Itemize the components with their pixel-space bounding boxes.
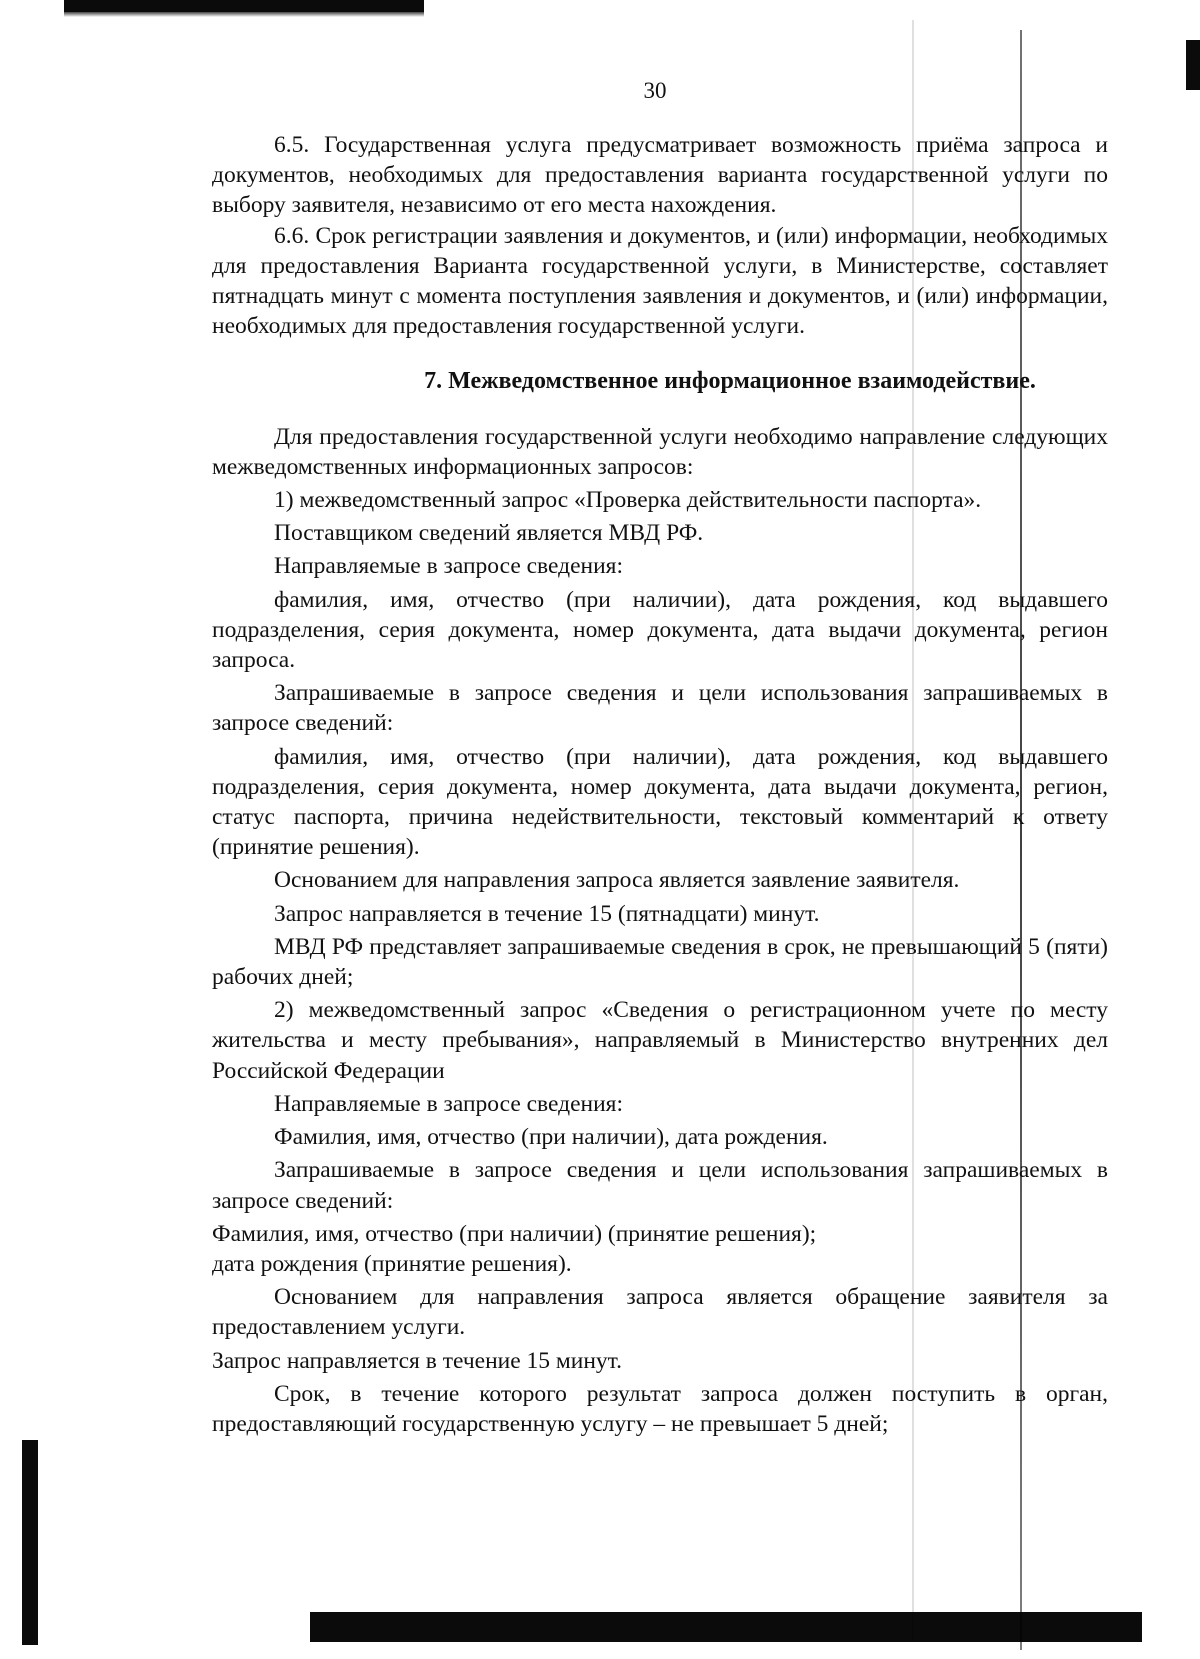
body-paragraph: Запрашиваемые в запросе сведения и цели использования запрашиваемых в запросе сведений: xyxy=(212,680,1108,737)
body-paragraph: Срок, в течение которого результат запроса должен поступить в орган, предоставляющий государственную услугу – не превышает 5 дней; xyxy=(212,1380,1108,1437)
body-paragraph: 1) межведомственный запрос «Проверка действительности паспорта». xyxy=(274,487,982,514)
paragraph-6-5: 6.5. Государственная услуга предусматривает возможность приёма запроса и документов, необходимых для предоставления варианта государственной услуги по выбору заявителя, независимо от его места нахождения. xyxy=(212,132,1108,219)
body-paragraph: 2) межведомственный запрос «Сведения о регистрационном учете по месту жительства и месту пребывания», направляемый в Министерство внутренних дел Российской Федерации xyxy=(212,997,1108,1084)
body-paragraph: МВД РФ представляет запрашиваемые сведения в срок, не превышающий 5 (пяти) рабочих дней; xyxy=(212,933,1108,991)
paragraph-6-6: 6.6. Срок регистрации заявления и документов, и (или) информации, необходимых для предоставления Варианта государственной услуги, в Министерстве, составляет пятнадцать минут с момента поступления заявления и документов, и (или) информации, необходимых для предоставления государственной услуги. xyxy=(212,222,1108,340)
body-paragraph: Фамилия, имя, отчество (при наличии), дата рождения. xyxy=(274,1124,828,1151)
page-number: 30 xyxy=(643,78,667,103)
body-paragraph: Запрашиваемые в запросе сведения и цели использования запрашиваемых в запросе сведений: xyxy=(212,1157,1108,1214)
section-heading: 7. Межведомственное информационное взаимодействие. xyxy=(424,368,1036,395)
body-paragraph: Поставщиком сведений является МВД РФ. xyxy=(274,520,704,547)
scan-border-left xyxy=(22,1440,38,1645)
body-paragraph: фамилия, имя, отчество (при наличии), дата рождения, код выдавшего подразделения, серия документа, номер документа, дата выдачи документа, регион, статус паспорта, причина недействительности, текстовый комментарий к ответу (принятие решения). xyxy=(212,743,1108,861)
body-paragraph: фамилия, имя, отчество (при наличии), дата рождения, код выдавшего подразделения, серия документа, номер документа, дата выдачи документа, регион запроса. xyxy=(212,586,1108,674)
body-paragraph: Основанием для направления запроса является заявление заявителя. xyxy=(274,867,960,894)
body-paragraph: Направляемые в запросе сведения: xyxy=(274,553,624,580)
scan-border-top xyxy=(64,0,424,12)
scan-border-bottom xyxy=(310,1612,1142,1642)
document-text xyxy=(212,130,1108,1439)
body-paragraph: дата рождения (принятие решения). xyxy=(212,1250,572,1277)
body-paragraph: Фамилия, имя, отчество (при наличии) (принятие решения); xyxy=(212,1220,817,1247)
body-paragraph: Направляемые в запросе сведения: xyxy=(274,1090,624,1117)
body-paragraph: Запрос направляется в течение 15 минут. xyxy=(212,1347,623,1374)
body-paragraph: Основанием для направления запроса является обращение заявителя за предоставлением услуги. xyxy=(212,1284,1108,1341)
body-paragraph: Запрос направляется в течение 15 (пятнадцати) минут. xyxy=(274,900,820,927)
body-paragraph: Для предоставления государственной услуги необходимо направление следующих межведомственных информационных запросов: xyxy=(212,423,1108,480)
